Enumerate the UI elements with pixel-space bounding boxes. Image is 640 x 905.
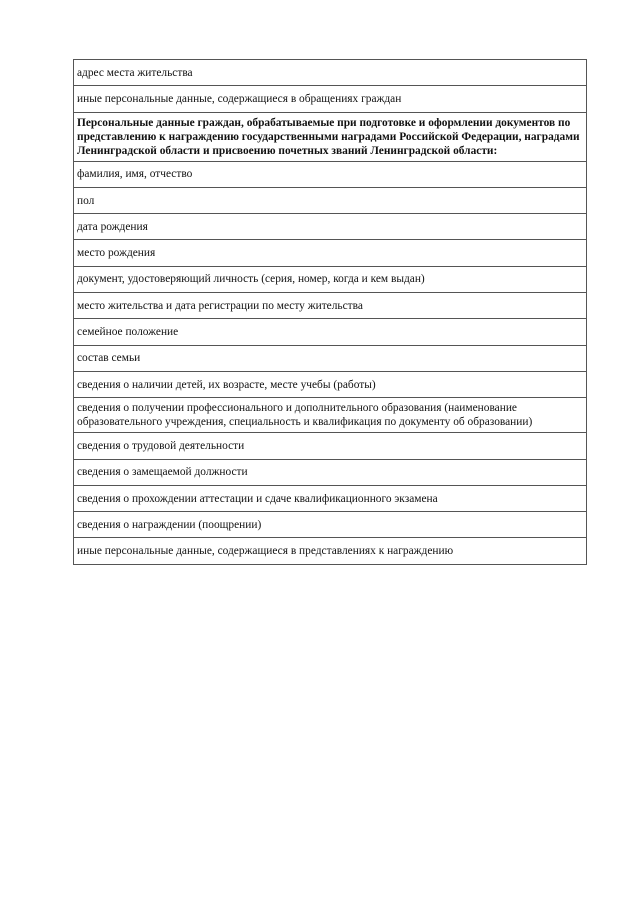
table-cell: место рождения: [74, 240, 587, 266]
table-row: [74, 60, 587, 86]
table-row: [74, 398, 587, 433]
table-row: [74, 371, 587, 397]
table-row: [74, 319, 587, 345]
table-row: [74, 266, 587, 292]
table-cell: иные персональные данные, содержащиеся в обращениях граждан: [74, 86, 587, 112]
section-header: Персональные данные граждан, обрабатываемые при подготовке и оформлении документов по представлению к награждению государственными наградами Российской Федерации, наградами Ленинградской области и присвоению почетных званий Ленинградской области:: [74, 112, 587, 161]
table-cell: сведения о наличии детей, их возрасте, месте учебы (работы): [74, 371, 587, 397]
table-cell: сведения о получении профессионального и дополнительного образования (наименование образовательного учреждения, специальность и квалификация по документу об образовании): [74, 398, 587, 433]
personal-data-table: [73, 59, 587, 565]
table-row: [74, 86, 587, 112]
table-row: [74, 214, 587, 240]
table-cell: сведения о замещаемой должности: [74, 459, 587, 485]
table-row: [74, 433, 587, 459]
table-cell: иные персональные данные, содержащиеся в представлениях к награждению: [74, 538, 587, 564]
table-cell: фамилия, имя, отчество: [74, 161, 587, 187]
table-cell: место жительства и дата регистрации по месту жительства: [74, 293, 587, 319]
table-row: [74, 161, 587, 187]
table-cell: семейное положение: [74, 319, 587, 345]
table-cell: дата рождения: [74, 214, 587, 240]
table-row: [74, 187, 587, 213]
table-row: [74, 485, 587, 511]
table-cell: состав семьи: [74, 345, 587, 371]
table-row: [74, 538, 587, 564]
table-row: [74, 345, 587, 371]
table-row: [74, 512, 587, 538]
table-cell: пол: [74, 187, 587, 213]
table-cell: сведения о прохождении аттестации и сдаче квалификационного экзамена: [74, 485, 587, 511]
table-cell: сведения о награждении (поощрении): [74, 512, 587, 538]
table-cell: адрес места жительства: [74, 60, 587, 86]
table-row: [74, 293, 587, 319]
table-cell: сведения о трудовой деятельности: [74, 433, 587, 459]
table-row: [74, 240, 587, 266]
table-row: [74, 459, 587, 485]
section-header-row: [74, 112, 587, 161]
table-cell: документ, удостоверяющий личность (серия, номер, когда и кем выдан): [74, 266, 587, 292]
